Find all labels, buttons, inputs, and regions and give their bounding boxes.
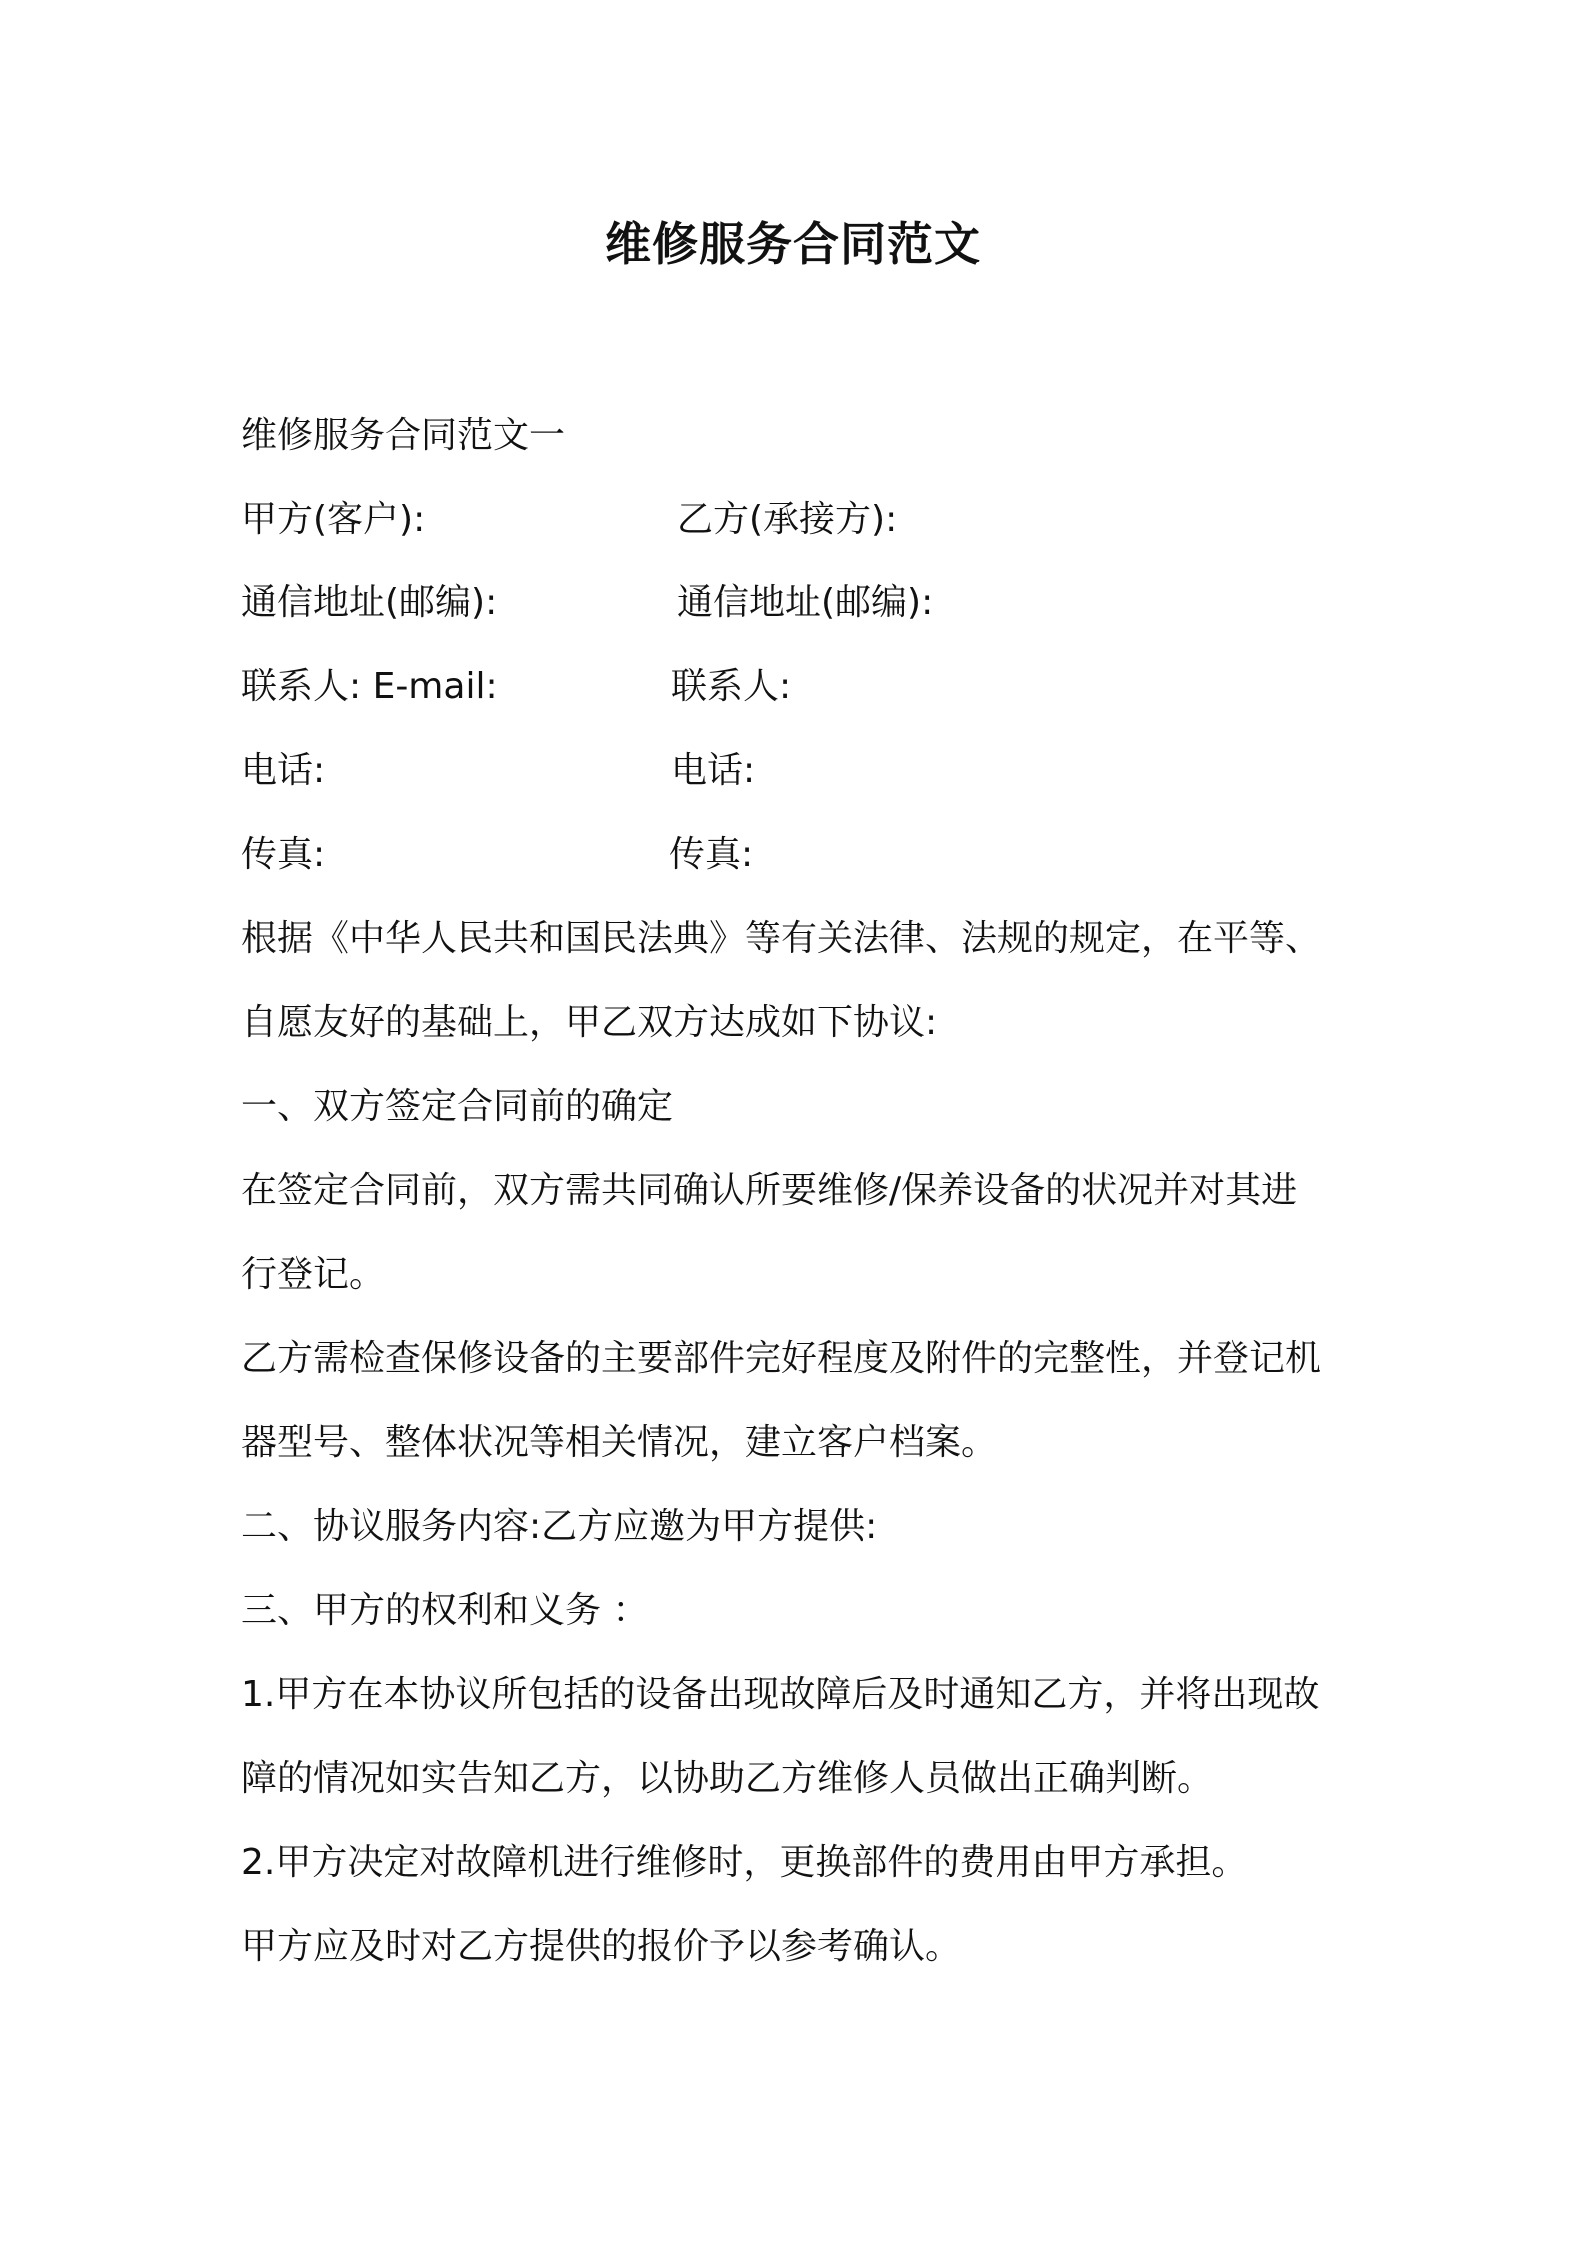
party-row (241, 830, 1361, 880)
party-b-contractor-label: 乙方(承接方): (677, 499, 898, 540)
party-a-contact-label: 联系人: E-mail: (241, 666, 498, 707)
section-heading: 一、双方签定合同前的确定 (241, 1086, 674, 1127)
party-row (241, 495, 1361, 545)
body-paragraph-line: 在签定合同前，双方需共同确认所要维修/保养设备的状况并对其进 (241, 1170, 1298, 1211)
section-heading: 三、甲方的权利和义务 ： (241, 1590, 649, 1631)
body-paragraph-line: 障的情况如实告知乙方，以协助乙方维修人员做出正确判断。 (241, 1758, 1214, 1799)
party-b-fax-label: 传真: (669, 834, 754, 875)
party-a-client-label: 甲方(客户): (241, 499, 426, 540)
party-a-address-label: 通信地址(邮编): (241, 582, 498, 623)
body-paragraph-line: 2.甲方决定对故障机进行维修时，更换部件的费用由甲方承担。 (241, 1842, 1248, 1883)
party-b-phone-label: 电话: (671, 750, 756, 791)
body-paragraph-line: 1.甲方在本协议所包括的设备出现故障后及时通知乙方，并将出现故 (241, 1674, 1320, 1715)
party-a-fax-label: 传真: (241, 834, 326, 875)
party-row (241, 746, 1361, 796)
body-paragraph-line: 器型号、整体状况等相关情况，建立客户档案。 (241, 1422, 998, 1463)
party-b-contact-label: 联系人: (671, 666, 792, 707)
body-paragraph-line: 行登记。 (241, 1254, 386, 1295)
section-heading: 二、协议服务内容:乙方应邀为甲方提供: (241, 1506, 878, 1547)
document-title: 维修服务合同范文 (605, 217, 981, 271)
party-row (241, 662, 1361, 712)
party-b-address-label: 通信地址(邮编): (677, 582, 934, 623)
section-subtitle: 维修服务合同范文一 (241, 415, 566, 456)
body-paragraph-line: 自愿友好的基础上，甲乙双方达成如下协议: (241, 1002, 938, 1043)
party-row (241, 578, 1361, 628)
party-a-phone-label: 电话: (241, 750, 326, 791)
body-paragraph-line: 乙方需检查保修设备的主要部件完好程度及附件的完整性，并登记机 (241, 1338, 1322, 1379)
body-paragraph-line: 甲方应及时对乙方提供的报价予以参考确认。 (241, 1926, 962, 1967)
body-paragraph-line: 根据《中华人民共和国民法典》等有关法律、法规的规定，在平等、 (241, 918, 1322, 959)
